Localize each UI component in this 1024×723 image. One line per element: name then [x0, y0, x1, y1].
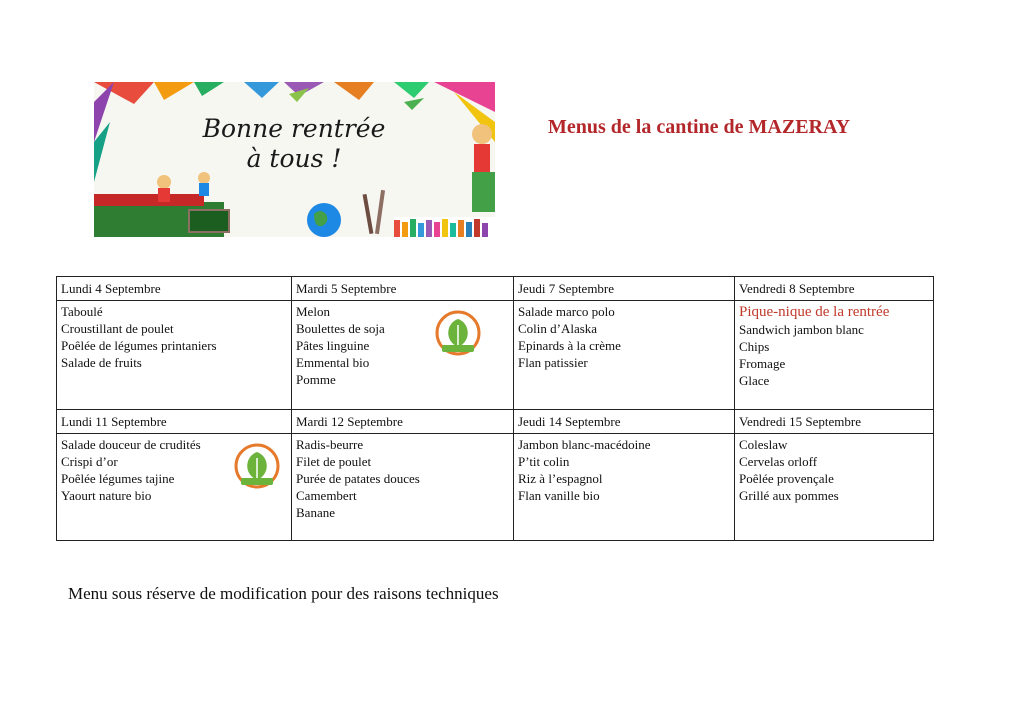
banner-line-2: à tous ! [246, 144, 342, 173]
picnic-highlight: Pique-nique de la rentrée [739, 304, 890, 320]
dish: Coleslaw [739, 437, 788, 452]
day-header: Vendredi 8 Septembre [735, 277, 934, 301]
menu-cell [292, 434, 514, 541]
dish: Flan patissier [518, 355, 588, 370]
dish: Purée de patates douces [296, 471, 420, 486]
menu-cell [735, 301, 934, 410]
banner-line-1: Bonne rentrée [202, 114, 386, 143]
dish: Sandwich jambon blanc [739, 322, 864, 337]
dish: Emmental bio [296, 355, 370, 370]
dish: Colin d’Alaska [518, 321, 598, 336]
menu-cell [514, 301, 735, 410]
dish: Glace [739, 373, 770, 388]
page-title: Menus de la cantine de MAZERAY [548, 116, 851, 138]
menu-cell [514, 434, 735, 541]
menu-table [56, 276, 934, 541]
dish: Melon [296, 304, 330, 319]
menu-cell [57, 434, 292, 541]
welcome-banner [94, 82, 495, 237]
dish: Cervelas orloff [739, 454, 818, 469]
dish: Camembert [296, 488, 357, 503]
dish: Fromage [739, 356, 786, 371]
dish: Radis-beurre [296, 437, 364, 452]
day-header: Mardi 5 Septembre [292, 277, 514, 301]
dish: Crispi d’or [61, 454, 118, 469]
dish: Pâtes linguine [296, 338, 370, 353]
dish: Yaourt nature bio [61, 488, 152, 503]
dish: Poêlée provençale [739, 471, 834, 486]
day-header: Lundi 11 Septembre [57, 410, 292, 434]
day-header: Jeudi 7 Septembre [514, 277, 735, 301]
dish: Riz à l’espagnol [518, 471, 603, 486]
dish: Jambon blanc-macédoine [518, 437, 651, 452]
menu-cell [57, 301, 292, 410]
dish: Banane [296, 505, 335, 520]
week-1-menus-row [57, 301, 934, 410]
dish: P’tit colin [518, 454, 570, 469]
day-header: Lundi 4 Septembre [57, 277, 292, 301]
dish: Salade marco polo [518, 304, 615, 319]
dish: Poêlée de légumes printaniers [61, 338, 217, 353]
dish: Taboulé [61, 304, 103, 319]
dish: Poêlée légumes tajine [61, 471, 175, 486]
banner-greeting [154, 114, 434, 174]
disclaimer-note: Menu sous réserve de modification pour des raisons techniques [68, 584, 499, 603]
dish: Chips [739, 339, 770, 354]
dish: Epinards à la crème [518, 338, 621, 353]
dish: Croustillant de poulet [61, 321, 174, 336]
menu-cell [735, 434, 934, 541]
day-header: Jeudi 14 Septembre [514, 410, 735, 434]
week-1-days-row [57, 277, 934, 301]
menu-cell [292, 301, 514, 410]
week-2-menus-row [57, 434, 934, 541]
vegetarian-leaf-icon [233, 442, 281, 490]
dish: Salade de fruits [61, 355, 142, 370]
day-header: Vendredi 15 Septembre [735, 410, 934, 434]
day-header: Mardi 12 Septembre [292, 410, 514, 434]
dish: Flan vanille bio [518, 488, 600, 503]
week-2-days-row [57, 410, 934, 434]
dish: Boulettes de soja [296, 321, 385, 336]
dish: Salade douceur de crudités [61, 437, 201, 452]
vegetarian-leaf-icon [434, 309, 482, 357]
dish: Filet de poulet [296, 454, 372, 469]
dish: Pomme [296, 372, 336, 387]
dish: Grillé aux pommes [739, 488, 839, 503]
